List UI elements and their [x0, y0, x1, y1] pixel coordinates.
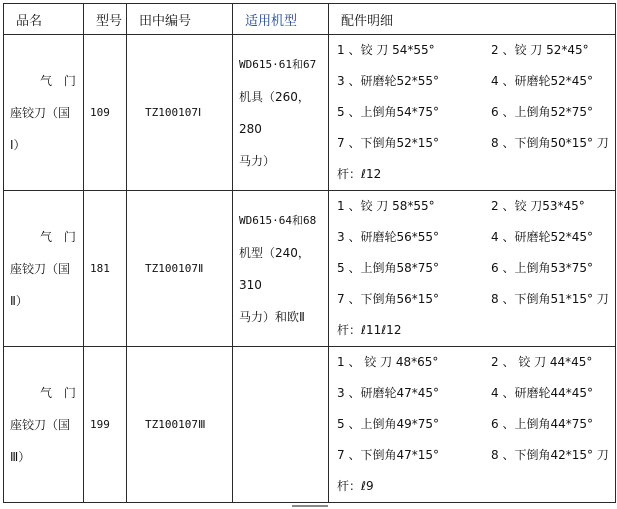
number-cell: TZ100107Ⅲ — [127, 347, 233, 503]
product-name-cell — [4, 35, 84, 191]
parts-line — [337, 159, 611, 190]
parts-line — [337, 409, 611, 440]
part-item: 4 、研磨轮52*45° — [491, 230, 593, 244]
part-item: 7 、下倒角56*15° — [337, 292, 439, 306]
header-row — [4, 4, 616, 35]
header-parts: 配件明细 — [329, 4, 616, 35]
parts-table — [3, 3, 616, 503]
product-name-line: 座铰刀（国 — [10, 417, 71, 432]
part-item: 5 、上倒角54*75° — [337, 105, 439, 119]
parts-line — [337, 66, 611, 97]
part-item: 8 、下倒角42*15° 刀 — [491, 448, 609, 462]
part-item: 3 、研磨轮47*45° — [337, 386, 439, 400]
part-item: 7 、下倒角47*15° — [337, 448, 439, 462]
part-item: 2 、铰 刀53*45° — [491, 199, 585, 213]
product-name-line: 气 门 — [40, 229, 80, 244]
model-cell: 109 — [84, 35, 127, 191]
part-item: 6 、上倒角53*75° — [491, 261, 593, 275]
machine-cell — [233, 191, 329, 347]
product-name-line: Ⅱ） — [10, 293, 28, 308]
header-machine: 适用机型 — [233, 4, 329, 35]
part-item: 4 、研磨轮44*45° — [491, 386, 593, 400]
product-name-line: 气 门 — [40, 73, 80, 88]
parts-line — [337, 97, 611, 128]
page-edge-mark — [292, 505, 328, 507]
header-name: 品名 — [4, 4, 84, 35]
machine-line: WD615·61和67 — [239, 57, 317, 71]
part-item: 5 、上倒角49*75° — [337, 417, 439, 431]
part-tail: 杆：ℓ12 — [337, 167, 382, 181]
table-row — [4, 347, 616, 503]
part-item: 3 、研磨轮56*55° — [337, 230, 439, 244]
part-item: 2 、铰 刀 52*45° — [491, 43, 589, 57]
parts-cell — [329, 347, 616, 503]
part-item: 8 、下倒角51*15° 刀 — [491, 292, 609, 306]
machine-cell — [233, 35, 329, 191]
number-cell: TZ100107Ⅰ — [127, 35, 233, 191]
part-item: 6 、上倒角52*75° — [491, 105, 593, 119]
part-tail: 杆：ℓ9 — [337, 479, 374, 493]
number-cell: TZ100107Ⅱ — [127, 191, 233, 347]
machine-cell — [233, 347, 329, 503]
machine-line: 机型（240，310 — [239, 245, 310, 292]
parts-line — [337, 35, 611, 66]
parts-line — [337, 222, 611, 253]
machine-line: 马力） — [239, 153, 276, 168]
part-item: 8 、下倒角50*15° 刀 — [491, 136, 609, 150]
part-item: 4 、研磨轮52*45° — [491, 74, 593, 88]
machine-line: 马力）和欧Ⅱ — [239, 309, 305, 324]
product-name-line: Ⅰ） — [10, 137, 26, 152]
parts-cell — [329, 191, 616, 347]
table-row — [4, 191, 616, 347]
parts-cell — [329, 35, 616, 191]
product-name-line: 座铰刀（国 — [10, 261, 71, 276]
parts-line — [337, 378, 611, 409]
product-name-line: Ⅲ） — [10, 449, 31, 464]
parts-line — [337, 253, 611, 284]
part-item: 5 、上倒角58*75° — [337, 261, 439, 275]
parts-line — [337, 191, 611, 222]
part-item: 1 、铰 刀 58*55° — [337, 199, 435, 213]
parts-line — [337, 347, 611, 378]
parts-line — [337, 284, 611, 315]
product-name-cell — [4, 191, 84, 347]
product-name-line: 座铰刀（国 — [10, 105, 71, 120]
part-item: 7 、下倒角52*15° — [337, 136, 439, 150]
parts-line — [337, 471, 611, 502]
part-item: 1 、 铰 刀 48*65° — [337, 355, 439, 369]
parts-line — [337, 128, 611, 159]
header-number: 田中编号 — [127, 4, 233, 35]
product-name-cell — [4, 347, 84, 503]
part-item: 6 、上倒角44*75° — [491, 417, 593, 431]
machine-line: 机具（260，280 — [239, 89, 310, 136]
parts-line — [337, 440, 611, 471]
product-name-line: 气 门 — [40, 385, 80, 400]
model-cell: 199 — [84, 347, 127, 503]
header-model: 型号 — [84, 4, 127, 35]
part-item: 2 、 铰 刀 44*45° — [491, 355, 593, 369]
machine-line: WD615·64和68 — [239, 213, 317, 227]
part-tail: 杆：ℓ11ℓ12 — [337, 323, 402, 337]
part-item: 1 、铰 刀 54*55° — [337, 43, 435, 57]
part-item: 3 、研磨轮52*55° — [337, 74, 439, 88]
model-cell: 181 — [84, 191, 127, 347]
parts-line — [337, 315, 611, 346]
table-row — [4, 35, 616, 191]
